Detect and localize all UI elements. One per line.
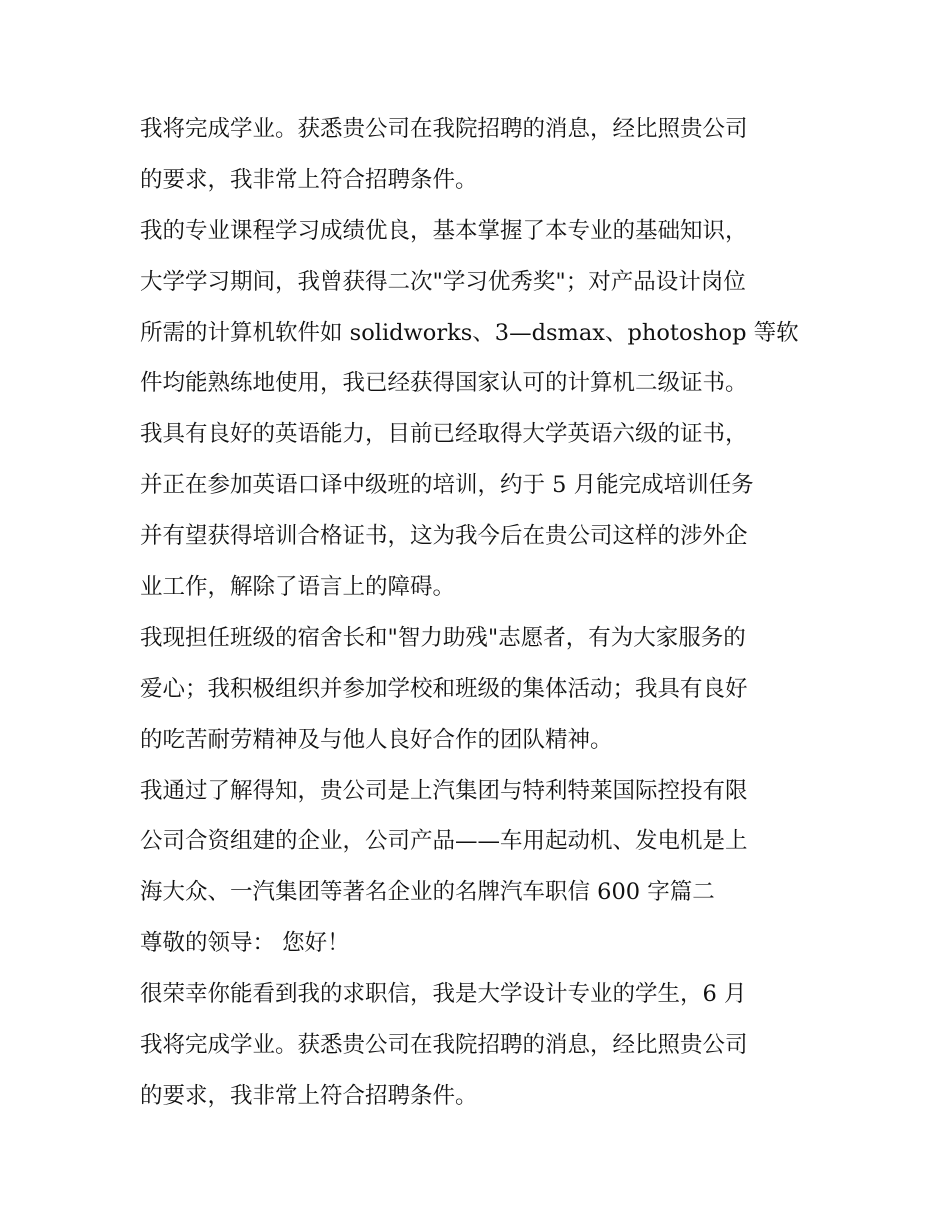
document-body xyxy=(140,104,830,1122)
text-line-8: 并正在参加英语口译中级班的培训，约于 5 月能完成培训任务 xyxy=(140,472,754,499)
text-line-11: 我现担任班级的宿舍长和"智力助残"志愿者，有为大家服务的 xyxy=(140,624,746,651)
text-line-10: 业工作，解除了语言上的障碍。 xyxy=(140,574,456,601)
text-line-5: 所需的计算机软件如 solidworks、3—dsmax、photoshop 等软 xyxy=(140,319,799,346)
text-line-18: 很荣幸你能看到我的求职信，我是大学设计专业的学生，6 月 xyxy=(140,981,747,1008)
text-line-4: 大学学习期间，我曾获得二次"学习优秀奖"；对产品设计岗位 xyxy=(140,268,746,295)
text-line-2: 的要求，我非常上符合招聘条件。 xyxy=(140,166,478,193)
text-line-9: 并有望获得培训合格证书，这为我今后在贵公司这样的涉外企 xyxy=(140,523,748,550)
text-line-7: 我具有良好的英语能力，目前已经取得大学英语六级的证书， xyxy=(140,421,748,448)
text-line-6: 件均能熟练地使用，我已经获得国家认可的计算机二级证书。 xyxy=(140,370,748,397)
text-line-20: 的要求，我非常上符合招聘条件。 xyxy=(140,1082,478,1109)
text-line-13: 的吃苦耐劳精神及与他人良好合作的团队精神。 xyxy=(140,726,613,753)
text-line-12: 爱心；我积极组织并参加学校和班级的集体活动；我具有良好 xyxy=(140,675,748,702)
text-line-15: 公司合资组建的企业，公司产品——车用起动机、发电机是上 xyxy=(140,828,748,855)
text-line-3: 我的专业课程学习成绩优良，基本掌握了本专业的基础知识， xyxy=(140,217,748,244)
text-line-17: 尊敬的领导： 您好！ xyxy=(140,930,350,957)
text-line-19: 我将完成学业。获悉贵公司在我院招聘的消息，经比照贵公司 xyxy=(140,1032,748,1059)
text-line-14: 我通过了解得知，贵公司是上汽集团与特利特莱国际控投有限 xyxy=(140,777,748,804)
text-line-1: 我将完成学业。获悉贵公司在我院招聘的消息，经比照贵公司 xyxy=(140,116,748,142)
text-line-16: 海大众、一汽集团等著名企业的名牌汽车职信 600 字篇二 xyxy=(140,879,715,906)
